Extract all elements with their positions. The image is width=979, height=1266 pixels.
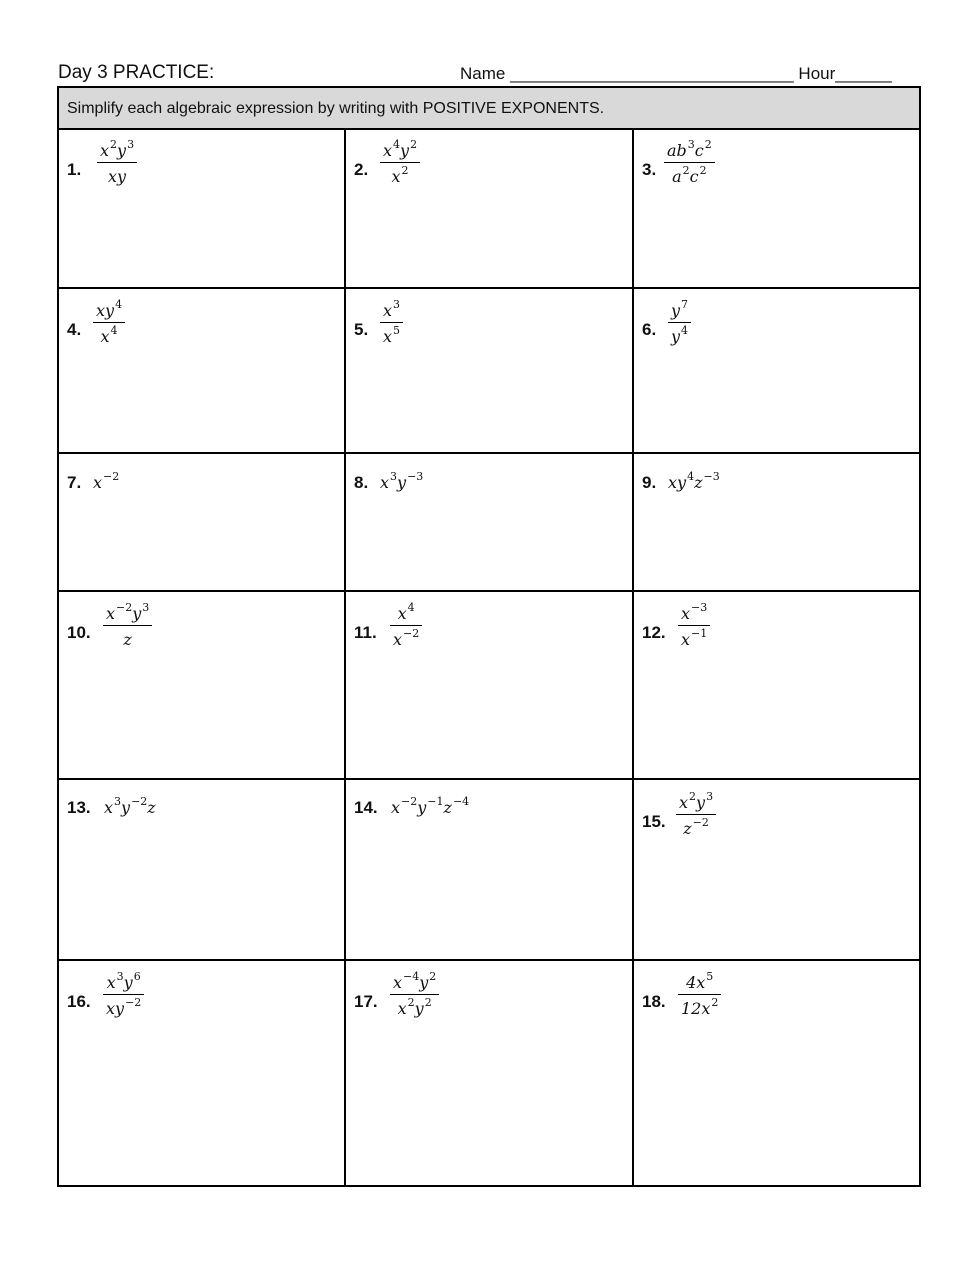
denominator: $xy^{-2}$ — [106, 996, 142, 1019]
problem-16 — [59, 961, 346, 1185]
numerator: $x^4$ — [397, 601, 415, 623]
problem-number: 16. — [67, 992, 91, 1011]
numerator: $x^2y^3$ — [100, 138, 135, 160]
problem-number: 11. — [354, 623, 377, 642]
fraction — [103, 970, 144, 1019]
fraction — [678, 970, 721, 1019]
problem-12 — [634, 592, 919, 780]
problem-number: 6. — [642, 320, 657, 339]
numerator: $x^3$ — [383, 298, 401, 320]
problem-14 — [346, 780, 634, 961]
fraction — [103, 601, 152, 650]
fraction — [390, 601, 422, 650]
problem-10 — [59, 592, 346, 780]
problem-number: 1. — [67, 160, 82, 179]
denominator: $12x^2$ — [681, 996, 719, 1019]
expression: $x^3y^{-2}z$ — [104, 795, 156, 817]
numerator: $y^7$ — [671, 298, 689, 320]
problem-number: 13. — [67, 798, 91, 817]
denominator: $x^5$ — [383, 324, 401, 347]
denominator: $x^{-1}$ — [681, 627, 708, 650]
fraction — [664, 138, 715, 187]
numerator: $4x^5$ — [686, 970, 714, 992]
problem-4 — [59, 289, 346, 454]
denominator: xy — [108, 167, 127, 187]
problem-number: 7. — [67, 473, 82, 492]
problem-number: 2. — [354, 160, 369, 179]
problem-number: 12. — [642, 623, 666, 642]
fraction — [380, 298, 403, 347]
denominator: $y^4$ — [671, 324, 689, 347]
numerator: $x^3y^6$ — [106, 970, 141, 992]
fraction — [380, 138, 420, 187]
problem-3 — [634, 130, 919, 289]
problem-15 — [634, 780, 919, 961]
denominator: $z^{-2}$ — [683, 816, 709, 839]
fraction — [390, 970, 439, 1019]
problem-grid — [59, 130, 919, 1185]
numerator: $x^{-4}y^2$ — [393, 970, 437, 992]
fraction — [668, 298, 691, 347]
expression: $x^{-2}$ — [93, 470, 120, 492]
problem-number: 9. — [642, 473, 657, 492]
problem-number: 14. — [354, 798, 378, 817]
denominator: $x^2y^2$ — [397, 996, 432, 1019]
numerator: $x^{-2}y^3$ — [106, 601, 150, 623]
instructions-bar: Simplify each algebraic expression by writing with POSITIVE EXPONENTS. — [59, 88, 919, 130]
worksheet-header — [58, 62, 920, 86]
problem-2 — [346, 130, 634, 289]
problem-8 — [346, 454, 634, 592]
numerator: $xy^4$ — [96, 298, 123, 320]
problem-13 — [59, 780, 346, 961]
problem-number: 5. — [354, 320, 369, 339]
problem-1 — [59, 130, 346, 289]
problem-number: 15. — [642, 812, 666, 831]
worksheet-title: Day 3 PRACTICE: — [58, 62, 215, 83]
problem-number: 4. — [67, 320, 82, 339]
problem-18 — [634, 961, 919, 1185]
problem-number: 10. — [67, 623, 91, 642]
numerator: $x^4y^2$ — [383, 138, 418, 160]
numerator: $x^2y^3$ — [679, 790, 714, 812]
problem-9 — [634, 454, 919, 592]
problem-5 — [346, 289, 634, 454]
problem-number: 18. — [642, 992, 666, 1011]
numerator: $ab^3c^2$ — [667, 138, 712, 160]
denominator: $x^2$ — [391, 164, 409, 187]
problem-number: 8. — [354, 473, 369, 492]
problem-7 — [59, 454, 346, 592]
fraction — [676, 790, 716, 839]
expression: $xy^4z^{-3}$ — [668, 470, 720, 492]
problem-6 — [634, 289, 919, 454]
problem-17 — [346, 961, 634, 1185]
denominator: $a^2c^2$ — [672, 164, 707, 187]
fraction — [97, 138, 137, 187]
problem-number: 3. — [642, 160, 657, 179]
numerator: $x^{-3}$ — [681, 601, 708, 623]
name-hour-line: Name ______________________________ Hour______ — [460, 64, 893, 83]
denominator: $x^{-2}$ — [393, 627, 420, 650]
fraction — [678, 601, 710, 650]
denominator: $x^4$ — [100, 324, 118, 347]
problem-11 — [346, 592, 634, 780]
expression: $x^{-2}y^{-1}z^{-4}$ — [391, 795, 470, 817]
problem-number: 17. — [354, 992, 378, 1011]
fraction — [93, 298, 125, 347]
problem-sheet — [57, 86, 921, 1187]
denominator: z — [123, 630, 132, 650]
expression: $x^3y^{-3}$ — [380, 470, 424, 492]
